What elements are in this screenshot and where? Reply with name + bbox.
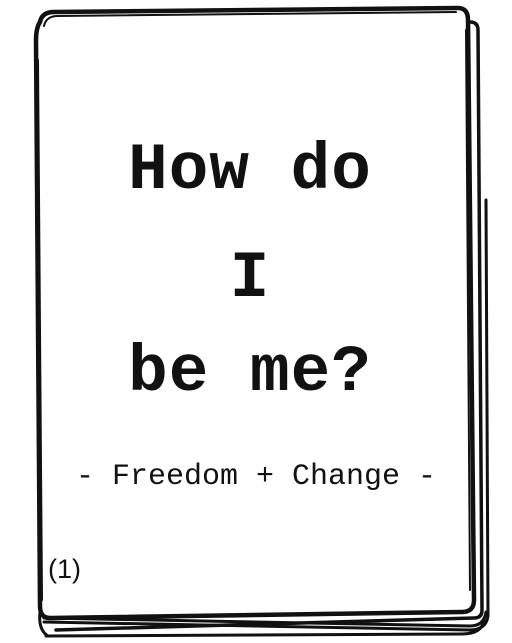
title-line-2: I	[229, 241, 271, 316]
subtitle: - Freedom + Change -	[75, 460, 437, 494]
title-line-3: be me?	[128, 335, 372, 410]
title-line-1: How do	[128, 133, 372, 208]
page-number: (1)	[48, 554, 81, 584]
